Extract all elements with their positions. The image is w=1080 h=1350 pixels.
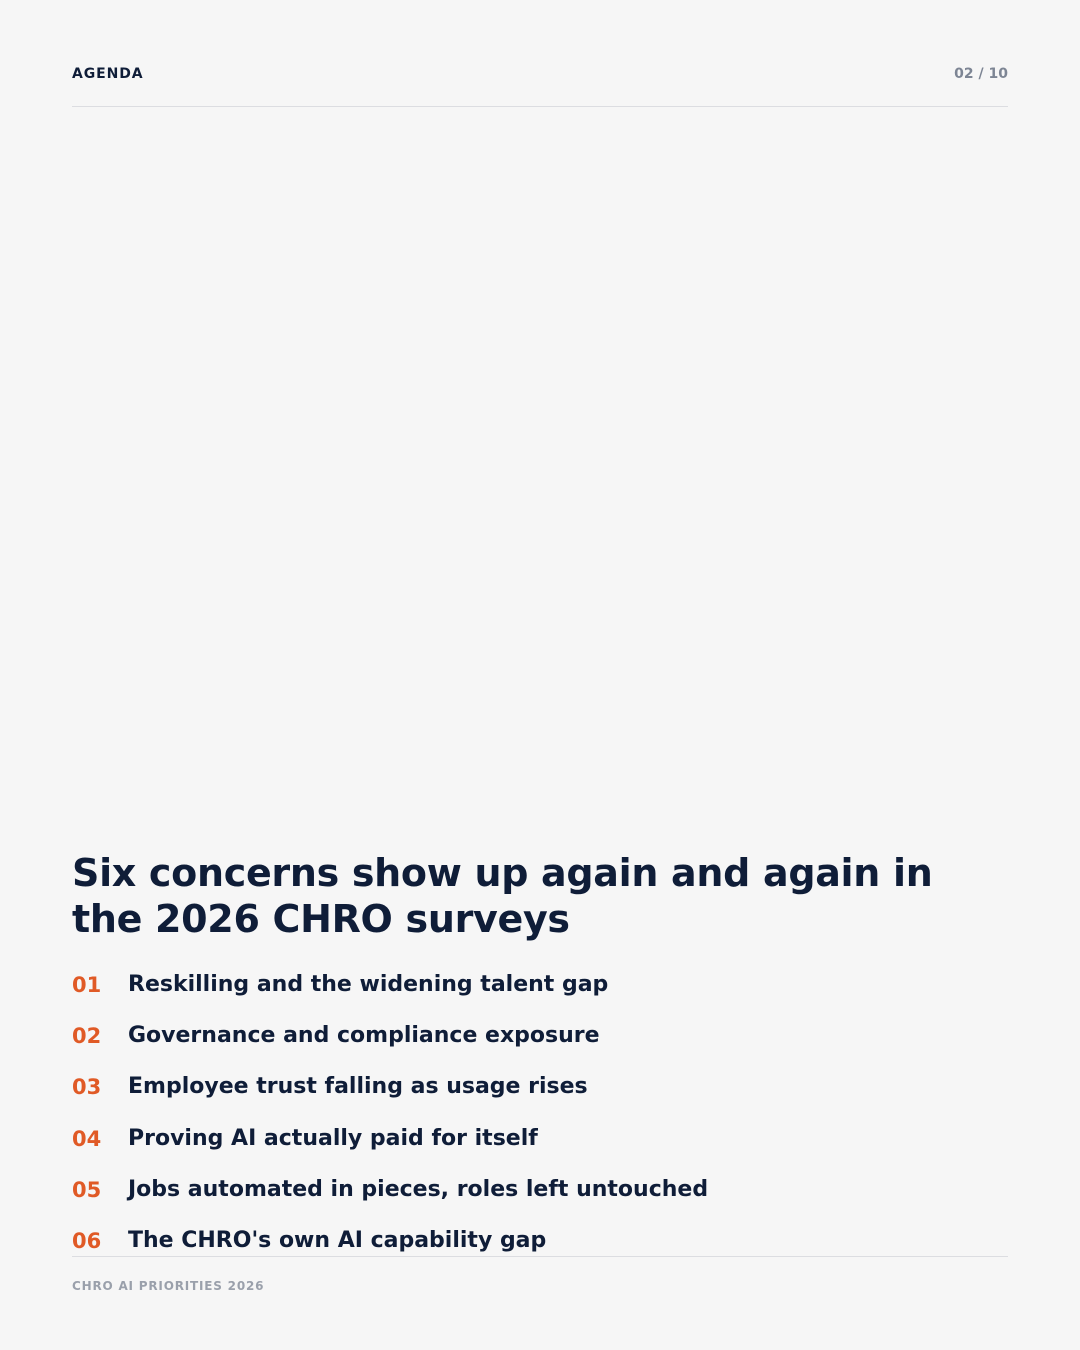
agenda-item-text: Reskilling and the widening talent gap: [128, 972, 609, 997]
page-counter: 02 / 10: [954, 66, 1008, 82]
agenda-item-number: 03: [72, 1075, 102, 1100]
agenda-item-number: 02: [72, 1024, 102, 1049]
agenda-list: [72, 969, 1008, 1276]
slide-headline: Six concerns show up again and again in the 2026 CHRO surveys: [72, 851, 933, 941]
agenda-item-number: 04: [72, 1126, 102, 1151]
agenda-item-number: 05: [72, 1177, 102, 1202]
slide-header: [72, 0, 1008, 107]
agenda-item: [72, 1123, 1008, 1174]
agenda-item-number: 01: [72, 973, 102, 997]
section-label: AGENDA: [72, 66, 144, 82]
slide-footer: [72, 1256, 1008, 1317]
agenda-item: [72, 969, 1008, 1020]
agenda-item: [72, 1071, 1008, 1122]
agenda-item-text: Proving AI actually paid for itself: [128, 1125, 538, 1151]
agenda-item-text: Employee trust falling as usage rises: [128, 1074, 588, 1100]
agenda-item-text: The CHRO's own AI capability gap: [128, 1227, 547, 1253]
agenda-item-number: 06: [72, 1228, 102, 1253]
agenda-item-text: Governance and compliance exposure: [128, 1023, 600, 1049]
agenda-item-text: Jobs automated in pieces, roles left untouched: [128, 1176, 709, 1202]
agenda-item: [72, 1020, 1008, 1071]
footer-label: CHRO AI PRIORITIES 2026: [72, 1279, 265, 1293]
agenda-item: [72, 1174, 1008, 1225]
